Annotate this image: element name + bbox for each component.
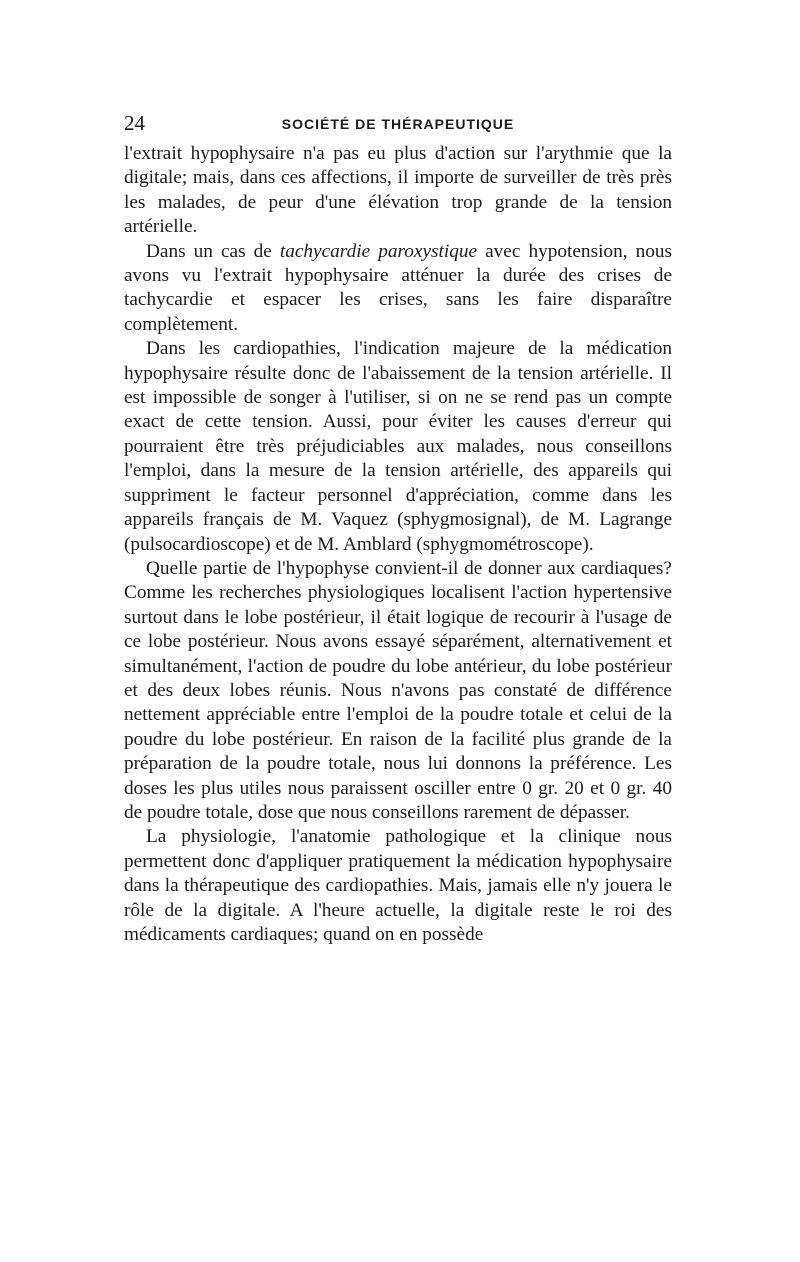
paragraph-2 [124, 240, 672, 338]
paragraph-2-lead: Dans un cas de [146, 240, 280, 262]
italic-term: tachycardie paroxystique [279, 240, 478, 262]
paragraph-5: La physiologie, l'anatomie pathologique et la clinique nous permettent donc d'appliquer pratiquement la médication hypophysaire dans la thérapeutique des cardiopathies. Mais, jamais elle n'y jouera le rôle de la digitale. A l'heure actuelle, la digitale reste le roi des médicaments cardiaques; quand on en possède [124, 826, 672, 945]
body-text [124, 142, 672, 947]
paragraph-3: Dans les cardiopathies, l'indication majeure de la médication hypophysaire résulte donc de l'abaissement de la tension artérielle. Il est impossible de songer à l'utiliser, si on ne se rend pas un compte exact de cette tension. Aussi, pour éviter les causes d'erreur qui pourraient être très préjudiciables aux malades, nous conseillons l'emploi, dans la mesure de la tension artérielle, des appareils qui suppriment le facteur personnel d'appréciation, comme dans les appareils français de M. Vaquez (sphygmosignal), de M. Lagrange (pulsocardioscope) et de M. Amblard (sphygmométroscope). [124, 338, 672, 555]
paragraph-4: Quelle partie de l'hypophyse convient-il de donner aux cardiaques? Comme les recherches physiologiques localisent l'action hypertensive surtout dans le lobe postérieur, il était logique de recourir à l'usage de ce lobe postérieur. Nous avons essayé séparément, alternativement et simultanément, l'action de poudre du lobe antérieur, du lobe postérieur et des deux lobes réunis. Nous n'avons pas constaté de différence nettement appréciable entre l'emploi de la poudre totale et celui de la poudre du lobe postérieur. En raison de la facilité plus grande de la préparation de la poudre totale, nous lui donnons la préférence. Les doses les plus utiles nous paraissent osciller entre 0 gr. 20 et 0 gr. 40 de poudre totale, dose que nous conseillons rarement de dépasser. [124, 557, 672, 823]
book-page [124, 110, 672, 947]
running-head [124, 110, 672, 136]
paragraph-1: l'extrait hypophysaire n'a pas eu plus d'action sur l'arythmie que la digitale; mais, dans ces affections, il importe de surveiller de très près les malades, de peur d'une élévation trop grande de la tension artérielle. [124, 143, 672, 238]
paragraph-2-rest: avec hypotension, nous avons vu l'extrait hypophysaire atténuer la durée des crises de tachycardie et espacer les crises, sans les faire disparaître complètement. [124, 240, 672, 335]
page-number: 24 [124, 111, 145, 135]
journal-title: SOCIÉTÉ DE THÉRAPEUTIQUE [281, 116, 515, 132]
